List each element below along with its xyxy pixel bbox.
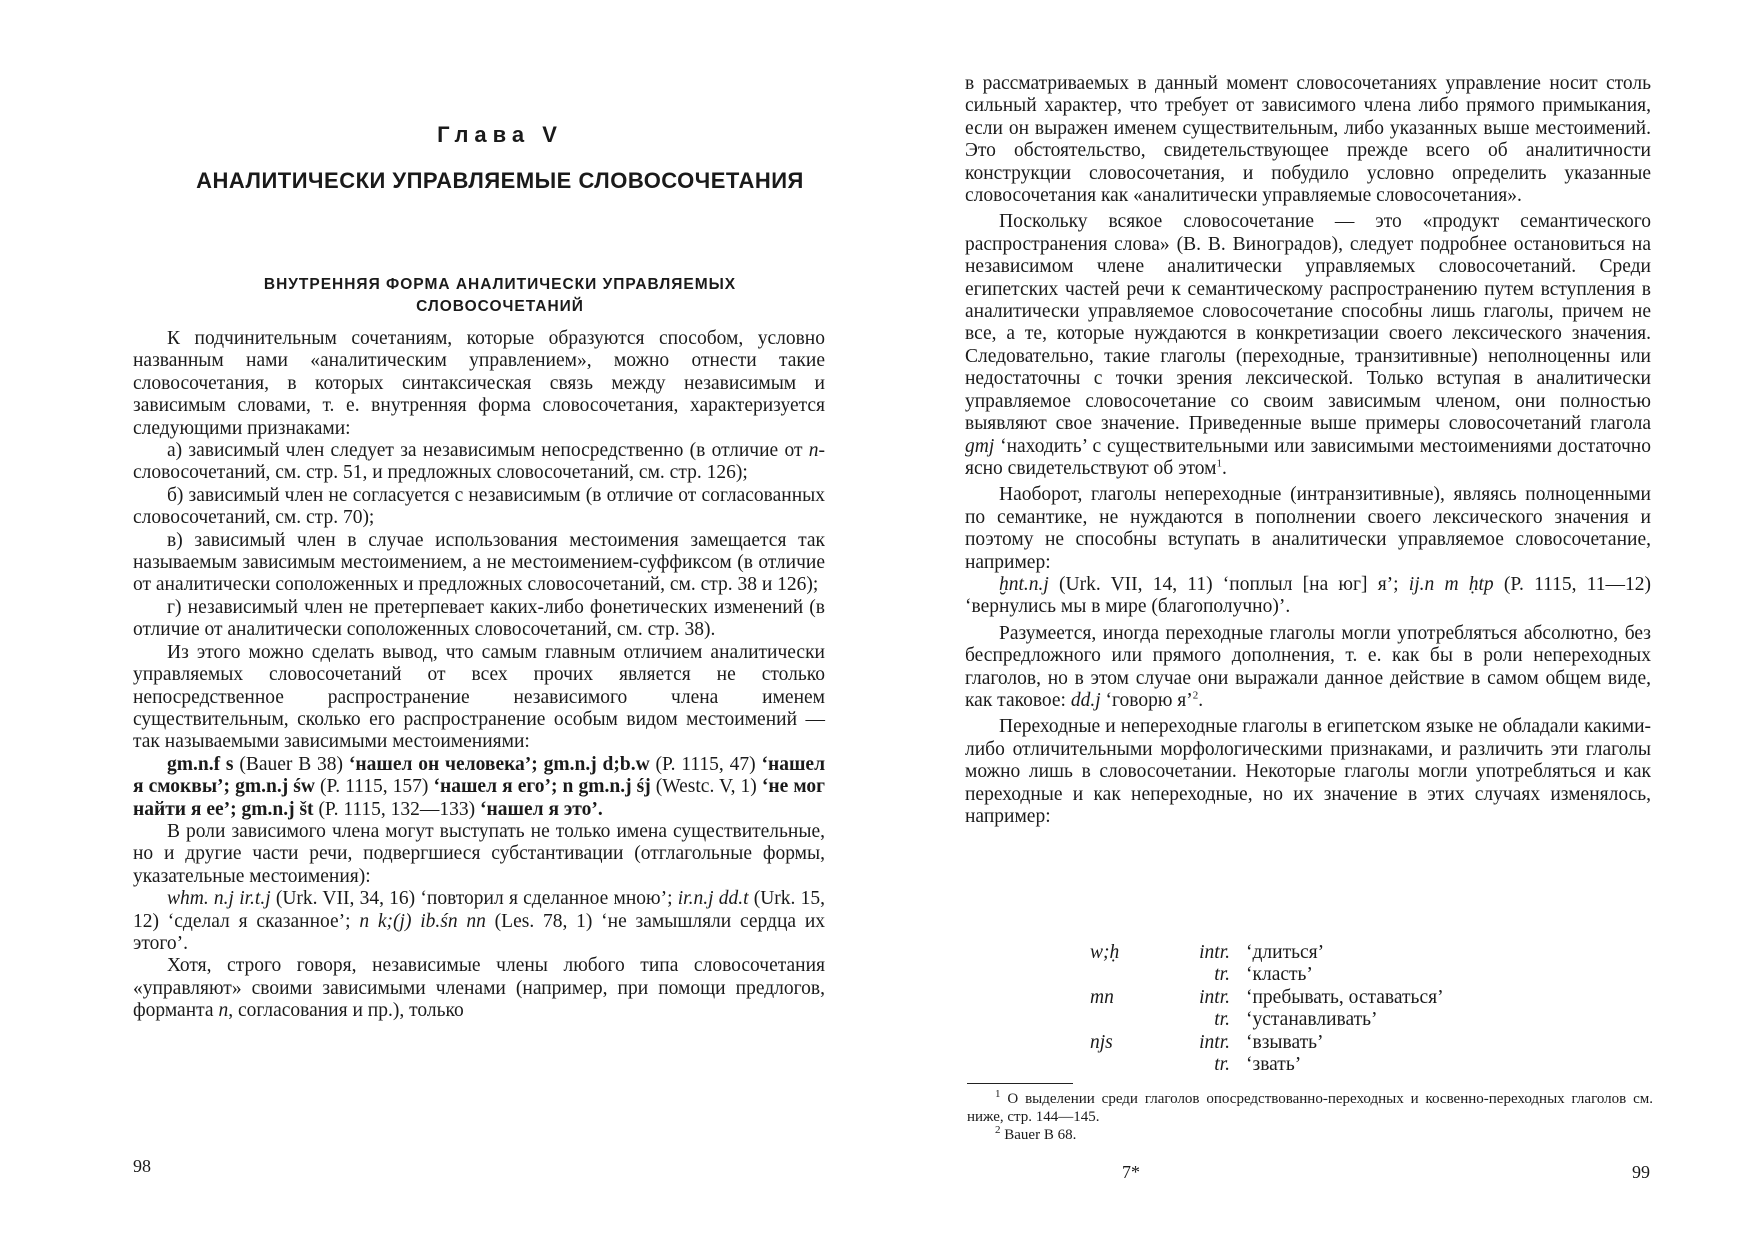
page-number-right: 99 — [1632, 1162, 1650, 1182]
left-body-text — [133, 328, 825, 1023]
verb-grammar: intr. — [1199, 986, 1230, 1008]
paragraph: в рассматриваемых в данный момент словосочетаниях управление носит столь сильный характер, что требует от зависимого члена либо прямого примыкания, если он выражен именем существительным, либо указанных выше местоимений. Это обстоятельство, свидетельствующее прежде всего об аналитичности конструкции словосочетания, и побудило условно определить указанные словосочетания как «аналитически управляемые словосочетания». — [965, 73, 1651, 207]
verb-row — [1090, 942, 1444, 964]
paragraph: В роли зависимого члена могут выступать не только имена существительные, но и другие части речи, подвергшиеся субстантивации (отглагольные формы, указательные местоимения): — [133, 820, 825, 887]
verb-grammar: intr. — [1199, 942, 1230, 963]
verb-row — [1090, 964, 1444, 986]
section-title-line-2: СЛОВОСОЧЕТАНИЙ — [416, 298, 584, 315]
verb-gloss: ‘устанавливать’ — [1246, 1009, 1378, 1031]
criterion-a: а) зависимый член следует за независимым непосредственно (в отличие от n-словосочетаний, см. стр. 51, и предложных словосочетаний, см. стр. 126); — [133, 440, 825, 484]
example-block: ḫnt.n.j (Urk. VII, 14, 11) ‘поплыл [на юг] я’; ij.n m ḥtp (P. 1115, 11—12) ‘вернулись мы в мире (благополучно)’. — [965, 573, 1652, 618]
footnote-rule — [967, 1083, 1073, 1084]
verb-row — [1090, 987, 1444, 1009]
footnote-1: $^1$ О выделении среди глаголов опосредствованно-переходных и косвенно-переходных глаголов см. ниже, стр. 144—145. — [967, 1088, 1653, 1125]
verb-gloss: ‘звать’ — [1246, 1054, 1302, 1076]
example-block: whm. n.j ir.t.j (Urk. VII, 34, 16) ‘повторил я сделанное мною’; ir.n.j dd.t (Urk. 15, 12) ‘сделал я сказанное’; n k;(j) ib.śn nn (Les. 78, 1) ‘не замышляли сердца их этого’. — [133, 888, 826, 954]
paragraph: Наоборот, глаголы непереходные (интранзитивные), являясь полноценными по семантике, не нуждаются в пополнении своего лексического значения и поэтому не способны вступать в аналитически управляемое словосочетание, например: — [965, 484, 1651, 573]
verb-gloss: ‘пребывать, оставаться’ — [1246, 986, 1444, 1008]
signature-mark: 7* — [1122, 1162, 1140, 1182]
chapter-label: Глава V — [437, 122, 563, 147]
example-block: gm.n.f s (Bauer B 38) ‘нашел он человека’; gm.n.j d;b.w (P. 1115, 47) ‘нашел я смоквы’; gm.n.j św (P. 1115, 157) ‘нашел я его’; n gm.n.j śj (Westc. V, 1) ‘не мог найти я ее’; gm.n.j št (P. 1115, 132—133) ‘нашел я это’. — [133, 753, 826, 820]
paragraph: Поскольку всякое словосочетание — это «продукт семантического распространения слова» (В. В. Виноградов), следует подробнее остановиться на независимом члене аналитически управляемых словосочетаний. Среди египетских частей речи к семантическому распространению путем вступления в аналитически управляемое словосочетание способны лишь глаголы, причем не все, а те, которые нуждаются в конкретизации своего лексического значения. Следовательно, такие глаголы (переходные, транзитивные) неполноценны или недостаточны с точки зрения лексической. Только вступая в аналитически управляемое словосочетание со своим зависимым членом, они полностью выявляют свое значение. Приведенные выше примеры словосочетаний глагола gmj ‘находить’ с существительными или зависимыми местоимениями достаточно ясно свидетельствуют об этом$^1$. — [965, 211, 1651, 479]
verb-gloss: ‘длиться’ — [1246, 942, 1325, 963]
verb-word — [1090, 1009, 1150, 1031]
verb-word — [1090, 1054, 1150, 1076]
paragraph: Хотя, строго говоря, независимые члены любого типа словосочетания «управляют» своими зависимыми членами (например, при помощи предлогов, форманта n, согласования и пр.), только — [133, 955, 825, 1022]
paragraph: К подчинительным сочетаниям, которые образуются способом, условно названным нами «аналитическим управлением», можно отнести такие словосочетания, в которых синтаксическая связь между независимым и зависимым словами, т. е. внутренняя форма словосочетания, характеризуется следующими признаками: — [133, 328, 825, 439]
right-body-text — [965, 73, 1651, 828]
verb-word — [1090, 964, 1150, 986]
verb-grammar: tr. — [1214, 1009, 1230, 1031]
verb-row — [1090, 1054, 1444, 1076]
verb-word: w;ḥ — [1090, 942, 1120, 963]
verb-word: njs — [1090, 1031, 1113, 1053]
verb-list — [1090, 942, 1444, 1076]
verb-grammar: tr. — [1214, 1054, 1230, 1076]
chapter-title: АНАЛИТИЧЕСКИ УПРАВЛЯЕМЫЕ СЛОВОСОЧЕТАНИЯ — [196, 168, 804, 193]
verb-row — [1090, 1009, 1444, 1031]
verb-row — [1090, 1032, 1444, 1054]
footnotes — [967, 1090, 1653, 1144]
page-number-left: 98 — [133, 1156, 151, 1176]
paragraph: Из этого можно сделать вывод, что самым главным отличием аналитически управляемых словосочетаний от всех прочих является не столько непосредственное распространение независимого члена именем существительным, сколько его распространение особым видом местоимений — так называемыми зависимыми местоимениями: — [133, 641, 825, 753]
section-title-line-1: ВНУТРЕННЯЯ ФОРМА АНАЛИТИЧЕСКИ УПРАВЛЯЕМЫХ — [263, 276, 737, 293]
footnote-2: $^2$ Bauer B 68. — [995, 1124, 1077, 1143]
verb-word: mn — [1090, 986, 1114, 1008]
verb-gloss: ‘взывать’ — [1246, 1031, 1324, 1053]
verb-grammar: intr. — [1199, 1031, 1230, 1053]
criterion-c: в) зависимый член в случае использования местоимения замещается так называемым зависимым местоимением, а не местоимением-суффиксом (в отличие от аналитически соположенных и предложных словосочетаний, см. стр. 38 и 126); — [133, 529, 825, 596]
verb-gloss: ‘класть’ — [1246, 964, 1313, 986]
paragraph: Переходные и непереходные глаголы в египетском языке не обладали какими-либо отличительными морфологическими признаками, и различить эти глаголы можно лишь в словосочетании. Некоторые глаголы могли употребляться и как переходные и как непереходные, но их значение в этих случаях изменялось, например: — [965, 716, 1651, 827]
criterion-d: г) независимый член не претерпевает каких-либо фонетических изменений (в отличие от аналитически соположенных словосочетаний, см. стр. 38). — [133, 596, 825, 641]
paragraph: Разумеется, иногда переходные глаголы могли употребляться абсолютно, без беспредложного или прямого дополнения, т. е. как бы в роли непереходных глаголов, но в этом случае они выражали данное действие в самом общем виде, как таковое: dd.j ‘говорю я’$^2$. — [965, 622, 1651, 711]
section-title — [200, 274, 800, 318]
verb-grammar: tr. — [1214, 964, 1230, 986]
criterion-b: б) зависимый член не согласуется с независимым (в отличие от согласованных словосочетаний, см. стр. 70); — [133, 484, 825, 529]
